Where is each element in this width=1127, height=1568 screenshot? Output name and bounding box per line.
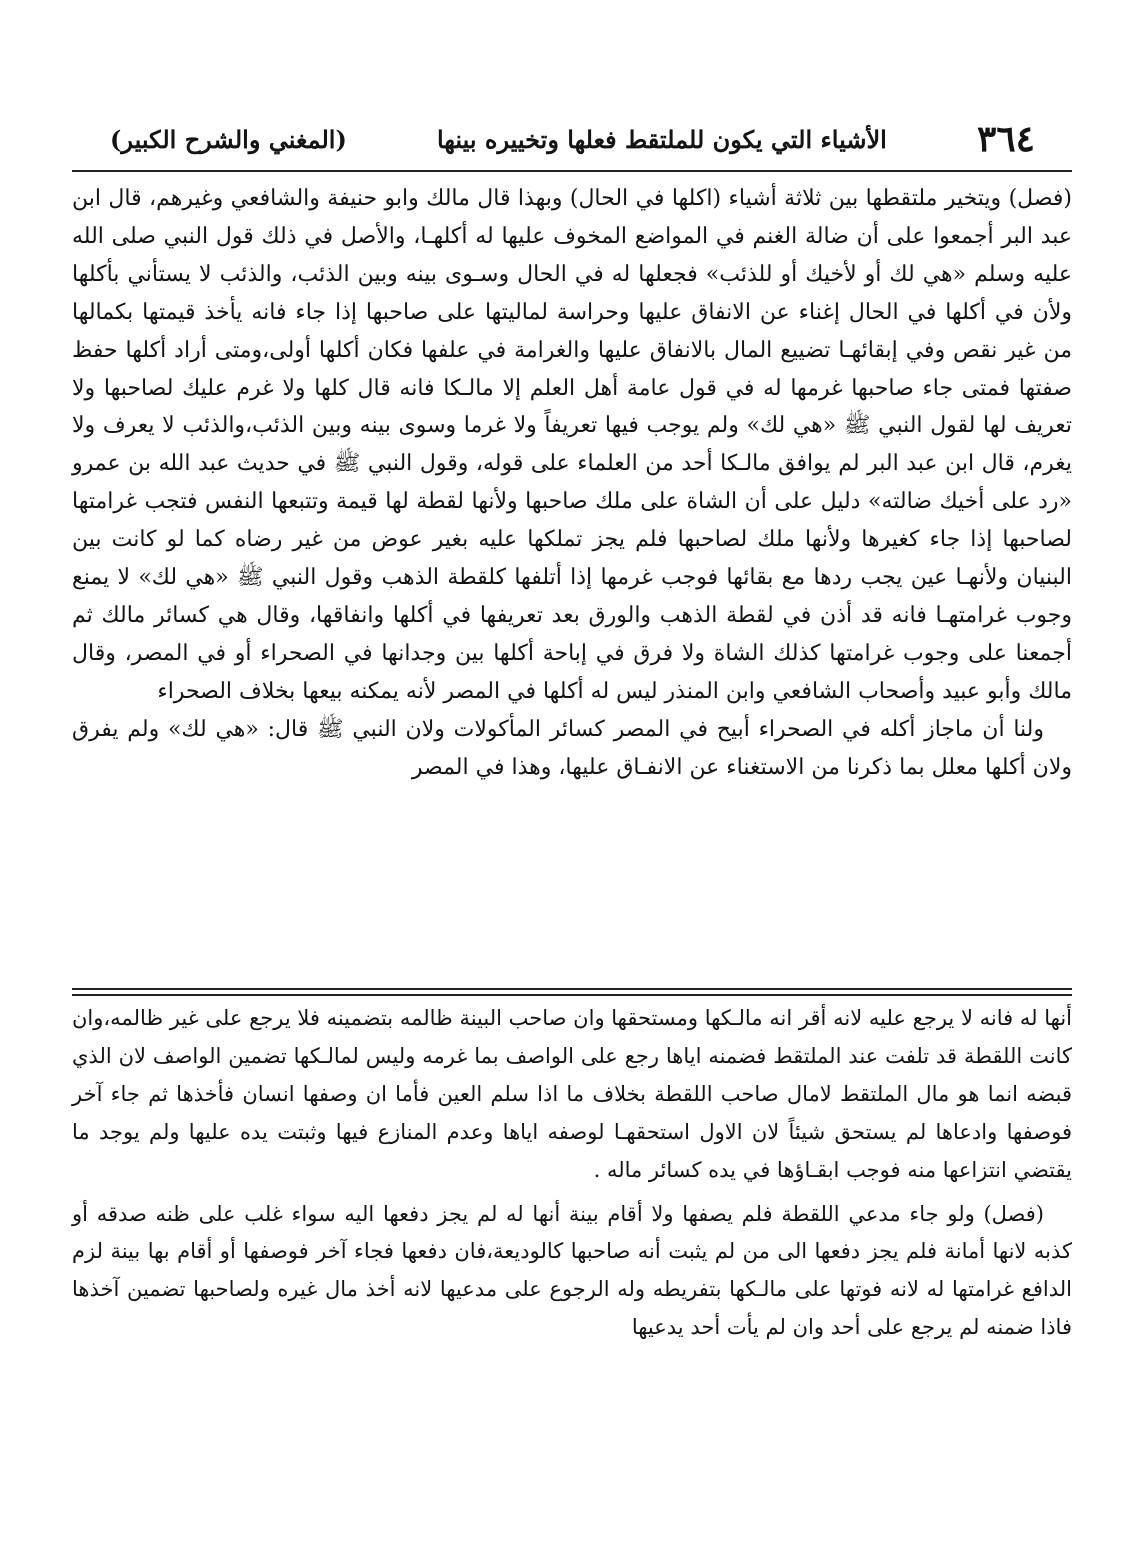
footnote-paragraph: (فصل) ولو جاء مدعي اللقطة فلم يصفها ولا أقام بينة أنها له لم يجز دفعها اليه سواء غلب على ظنه صدقه أو كذبه لانها أمانة فلم يجز دفعها الى من لم يثبت أنه صاحبها كالوديعة،فان دفعها فجاء آخر فوصفها أو أقام بها بينة لزم الدافع غرامتها له لانه فوتها على مالـكها بتفريطه وله الرجوع على مدعيها لانه أخذ مال غيره ولصاحبها تضمين آخذها فاذا ضمنه لم يرجع على أحد وان لم يأت أحد يدعيها xyxy=(72,1201,1072,1340)
footnotes xyxy=(72,1000,1072,1347)
footnote-divider xyxy=(72,988,1072,990)
header-rule xyxy=(72,170,1072,172)
footnote-paragraph: أنها له فانه لا يرجع عليه لانه أقر انه مالـكها ومستحقها وان صاحب البينة ظالمه بتضمينه فلا يرجع على غير ظالمه،وان كانت اللقطة قد تلفت عند الملتقط فضمنه اياها رجع على الواصف بما غرمه وليس لمالـكها تضمين الواصف لان الذي قبضه انما هو مال الملتقط لامال صاحب اللقطة بخلاف ما اذا سلم العين فأما ان وصفها انسان فأخذها ثم جاء آخر فوصفها وادعاها لم يستحق شيئاً لان الاول استحقهـا لوصفه اياها وعدم المنازع فيها وثبتت يده عليها ولم يوجد ما يقتضي انتزاعها منه فوجب ابقـاؤها في يده كسائر ماله . xyxy=(72,1006,1072,1182)
main-text xyxy=(72,180,1072,787)
running-title: الأشياء التي يكون للملتقط فعلها وتخييره بينها xyxy=(436,124,887,154)
main-paragraph: (فصل) ويتخير ملتقطها بين ثلاثة أشياء (اكلها في الحال) وبهذا قال مالك وابو حنيفة والشافعي وغيرهم، قال ابن عبد البر أجمعوا على أن ضالة الغنم في المواضع المخوف عليها له أكلهـا، والأصل في ذلك قول النبي صلى الله عليه وسلم «هي لك أو لأخيك أو للذئب» فجعلها له في الحال وسـوى بينه وبين الذئب، والذئب لا يستأني بأكلها ولأن في أكلها في الحال إغناء عن الانفاق عليها وحراسة لماليتها على صاحبها إذا جاء فانه يأخذ قيمتها بكمالها من غير نقص وفي إبقائهـا تضييع المال بالانفاق عليها والغرامة في علفها فكان أكلها أولى،ومتى أراد أكلها حفظ صفتها فمتى جاء صاحبها غرمها له في قول عامة أهل العلم إلا مالـكا فانه قال كلها ولا غرم عليك لصاحبها ولا تعريف لها لقول النبي ﷺ «هي لك» ولم يوجب فيها تعريفاً ولا غرما وسوى بينه وبين الذئب،والذئب لا يعرف ولا يغرم، قال ابن عبد البر لم يوافق مالـكا أحد من العلماء على قوله، وقول النبي ﷺ في حديث عبد الله بن عمرو «رد على أخيك ضالته» دليل على أن الشاة على ملك صاحبها ولأنها لقطة لها قيمة وتتبعها النفس فتجب غرامتها لصاحبها إذا جاء كغيرها ولأنها ملك لصاحبها فلم يجز تملكها عليه بغير عوض من غير رضاه كما لو كانت بين البنيان ولأنهـا عين يجب ردها مع بقائها فوجب غرمها إذا أتلفها كلقطة الذهب وقول النبي ﷺ «هي لك» لا يمنع وجوب غرامتهـا فانه قد أذن في لقطة الذهب والورق بعد تعريفها في أكلها وانفاقها، وقال هي كسائر مالك ثم أجمعنا على وجوب غرامتها كذلك الشاة ولا فرق في إباحة أكلها بين وجدانها في الصحراء أو في المصر، وقال مالك وأبو عبيد وأصحاب الشافعي وابن المنذر ليس له أكلها في المصر لأنه يمكنه بيعها بخلاف الصحراء xyxy=(72,186,1073,704)
page-number: ٣٦٤ xyxy=(976,118,1035,160)
footnote-divider xyxy=(72,994,1072,996)
main-paragraph: ولنا أن ماجاز أكله في الصحراء أبيح في المصر كسائر المأكولات ولان النبي ﷺ قال: «هي لك» ولم يفرق ولان أكلها معلل بما ذكرنا من الاستغناء عن الانفـاق عليها، وهذا في المصر xyxy=(72,716,1072,780)
page-header xyxy=(110,112,1035,166)
book-title: (المغني والشرح الكبير) xyxy=(110,124,347,154)
